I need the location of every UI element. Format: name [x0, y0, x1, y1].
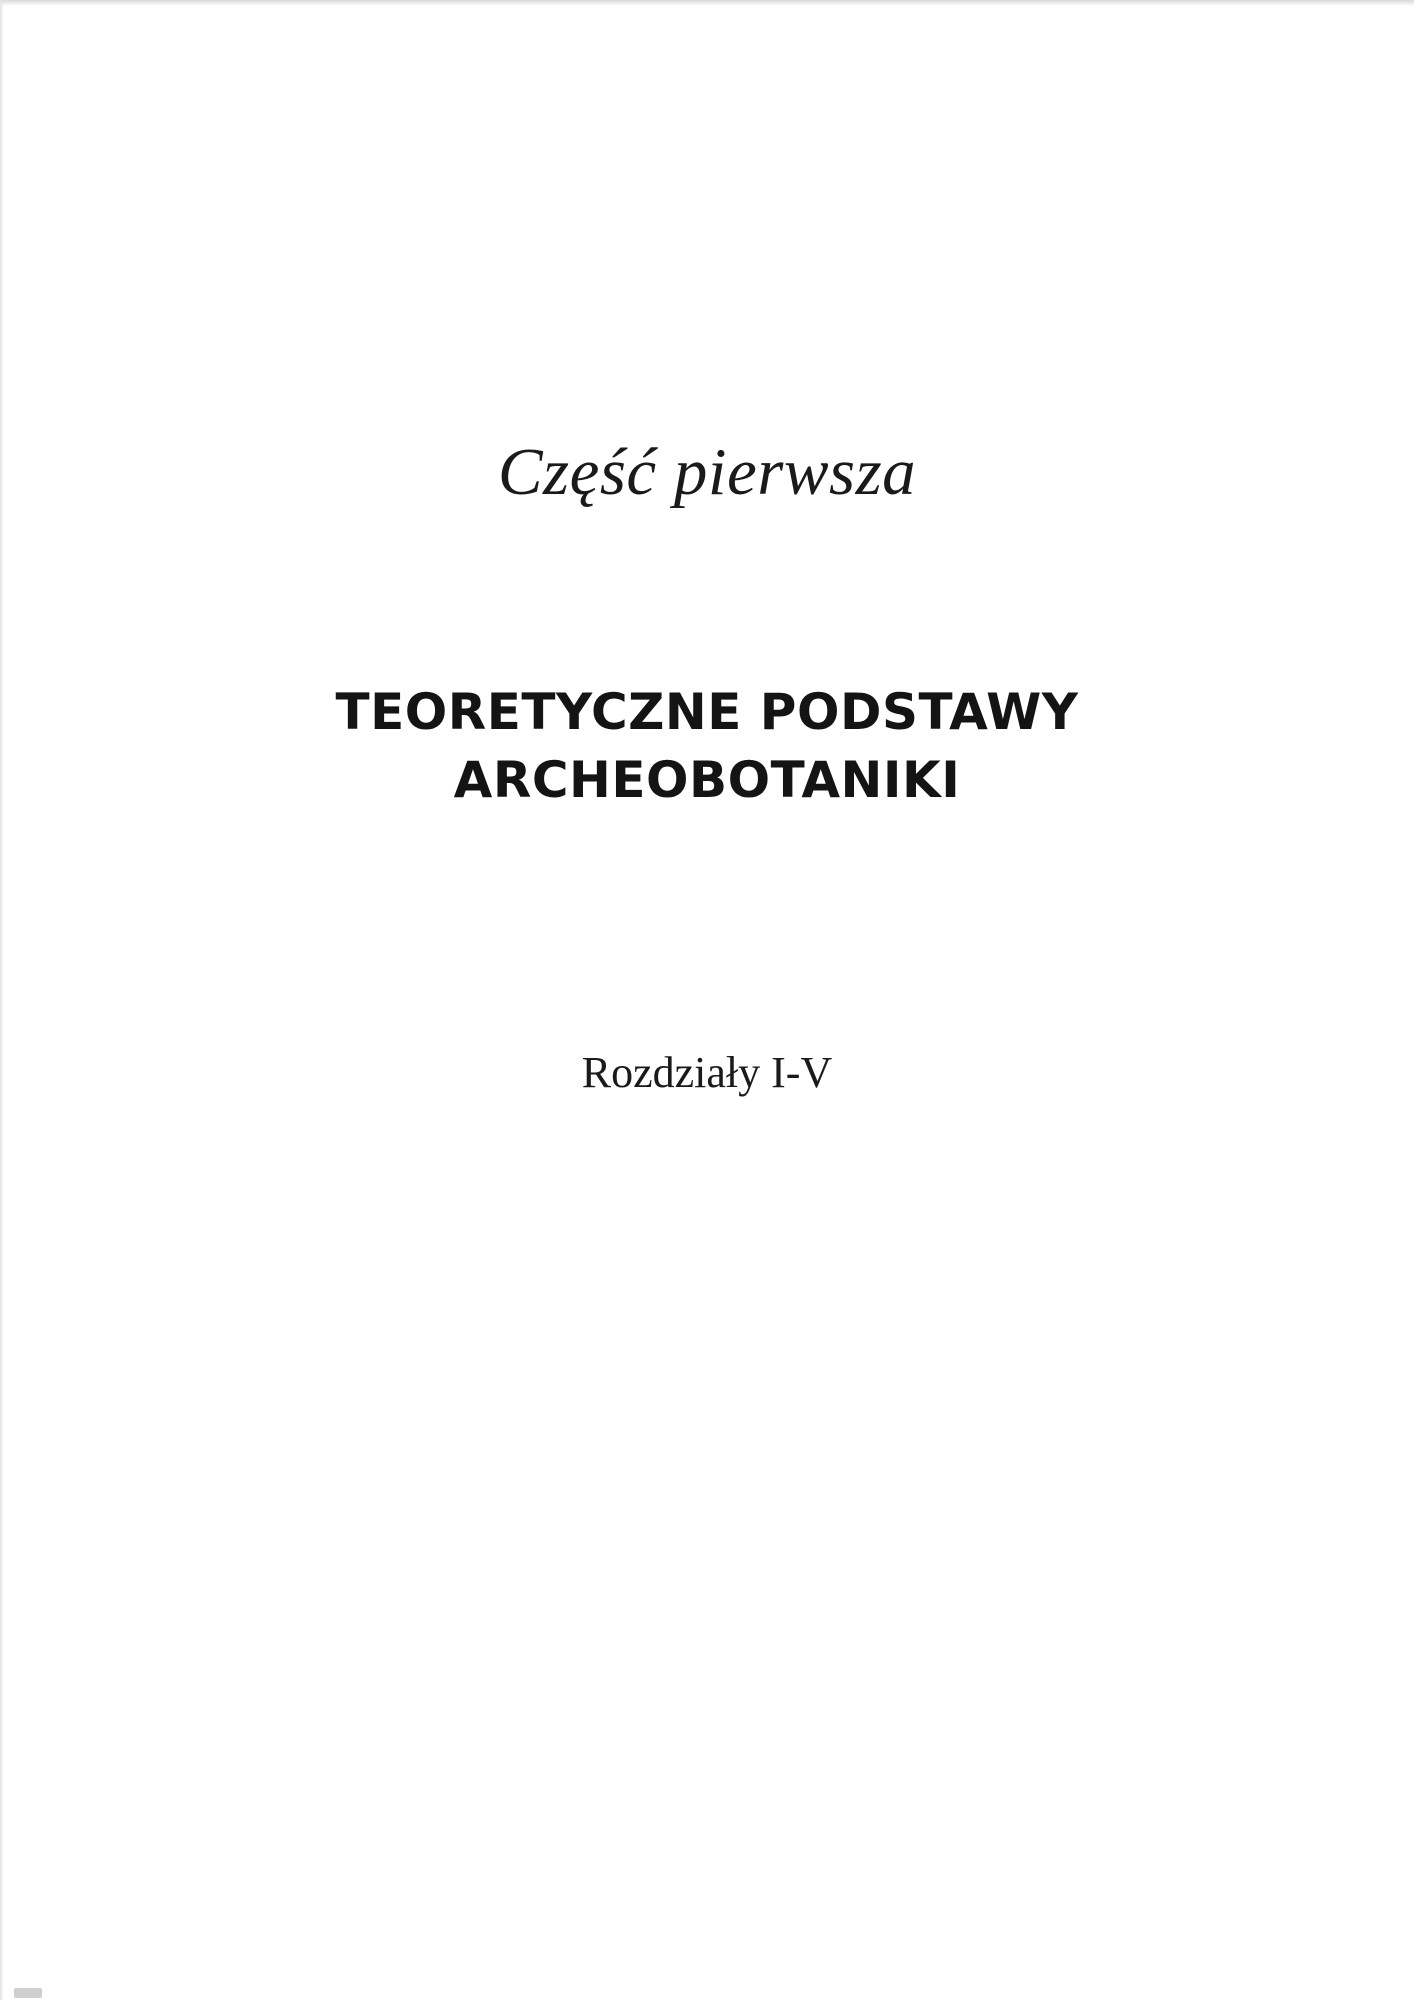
- section-title-line-1: TEORETYCZNE PODSTAWY: [335, 683, 1079, 741]
- section-title-line-2: ARCHEOBOTANIKI: [453, 751, 961, 809]
- chapters-range: Rozdziały I-V: [581, 1048, 833, 1097]
- part-heading: Część pierwsza: [497, 435, 917, 509]
- section-title: [0, 678, 1414, 814]
- scan-edge-left: [0, 0, 4, 2000]
- scan-artifact: [14, 1988, 42, 1998]
- scan-edge-top: [0, 0, 1414, 6]
